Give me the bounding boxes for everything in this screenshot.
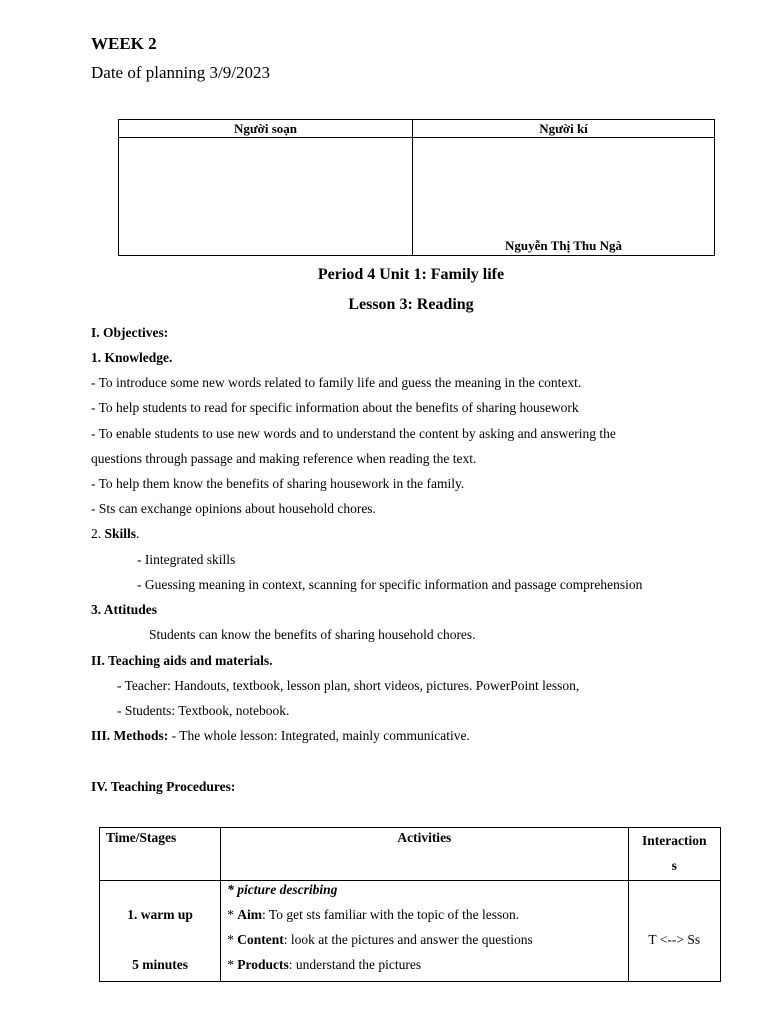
aids-heading: II. Teaching aids and materials. — [91, 653, 273, 668]
skills-number: 2. — [91, 526, 105, 541]
procedures-heading: IV. Teaching Procedures: — [91, 779, 236, 794]
products-label: Products — [237, 957, 289, 972]
signature-table — [118, 119, 715, 256]
products-prefix: * — [227, 957, 238, 972]
knowledge-item: - Sts can exchange opinions about household chores. — [91, 501, 376, 516]
author-header: Người soạn — [119, 120, 413, 138]
activities-cell — [221, 881, 628, 982]
skills-item: - Iintegrated skills — [137, 552, 236, 567]
header-time-stages: Time/Stages — [100, 828, 221, 881]
objectives-heading: I. Objectives: — [91, 325, 169, 340]
signer-header: Người kí — [413, 120, 715, 138]
lesson-title: Lesson 3: Reading — [348, 296, 474, 313]
activity-aim — [221, 906, 627, 931]
content-text: : look at the pictures and answer the questions — [283, 932, 533, 947]
procedures-table — [99, 827, 721, 982]
table-row — [100, 881, 721, 982]
signer-name: Nguyễn Thị Thu Ngà — [505, 238, 622, 253]
methods-line — [91, 728, 470, 744]
interaction-cell — [628, 881, 720, 982]
activity-content — [221, 931, 627, 956]
knowledge-item: - To enable students to use new words and to understand the content by asking and answering the — [91, 426, 616, 441]
content-prefix: * — [227, 932, 238, 947]
activity-title: * picture describing — [227, 882, 338, 897]
content-label: Content — [237, 932, 284, 947]
knowledge-item: - To help them know the benefits of sharing housework in the family. — [91, 476, 465, 491]
aim-prefix: * — [227, 907, 238, 922]
aim-text: : To get sts familiar with the topic of the lesson. — [262, 907, 520, 922]
skills-heading — [91, 526, 139, 542]
header-interactions-line2: s — [671, 858, 677, 873]
stage-cell — [100, 881, 221, 982]
knowledge-item: - To introduce some new words related to family life and guess the meaning in the context. — [91, 375, 582, 390]
header-interactions — [628, 828, 720, 881]
aids-teacher: - Teacher: Handouts, textbook, lesson plan, short videos, pictures. PowerPoint lesson, — [117, 678, 580, 693]
table-header-row — [100, 828, 721, 881]
stage-time: 5 minutes — [132, 957, 189, 972]
knowledge-item: - To help students to read for specific information about the benefits of sharing housework — [91, 400, 579, 415]
knowledge-item: questions through passage and making reference when reading the text. — [91, 451, 477, 466]
attitudes-text: Students can know the benefits of sharing household chores. — [149, 627, 476, 642]
products-text: : understand the pictures — [288, 957, 422, 972]
author-cell — [119, 138, 413, 256]
activity-products — [221, 956, 627, 981]
signer-cell — [413, 138, 715, 256]
header-interactions-line1: Interaction — [642, 833, 707, 848]
attitudes-heading: 3. Attitudes — [91, 602, 158, 617]
aim-label: Aim — [237, 907, 263, 922]
skills-label: Skills — [104, 526, 137, 541]
knowledge-heading: 1. Knowledge. — [91, 350, 173, 365]
aids-students: - Students: Textbook, notebook. — [117, 703, 290, 718]
skills-item: - Guessing meaning in context, scanning for specific information and passage comprehension — [137, 577, 643, 592]
interaction-value: T <--> Ss — [648, 932, 701, 947]
methods-label: III. Methods: — [91, 728, 169, 743]
period-title: Period 4 Unit 1: Family life — [317, 266, 505, 283]
header-activities: Activities — [221, 828, 628, 881]
skills-dot: . — [136, 526, 140, 541]
stage-name: 1. warm up — [127, 907, 193, 922]
methods-text: - The whole lesson: Integrated, mainly communicative. — [168, 728, 470, 743]
week-heading: WEEK 2 — [91, 34, 157, 53]
date-of-planning: Date of planning 3/9/2023 — [91, 63, 270, 82]
